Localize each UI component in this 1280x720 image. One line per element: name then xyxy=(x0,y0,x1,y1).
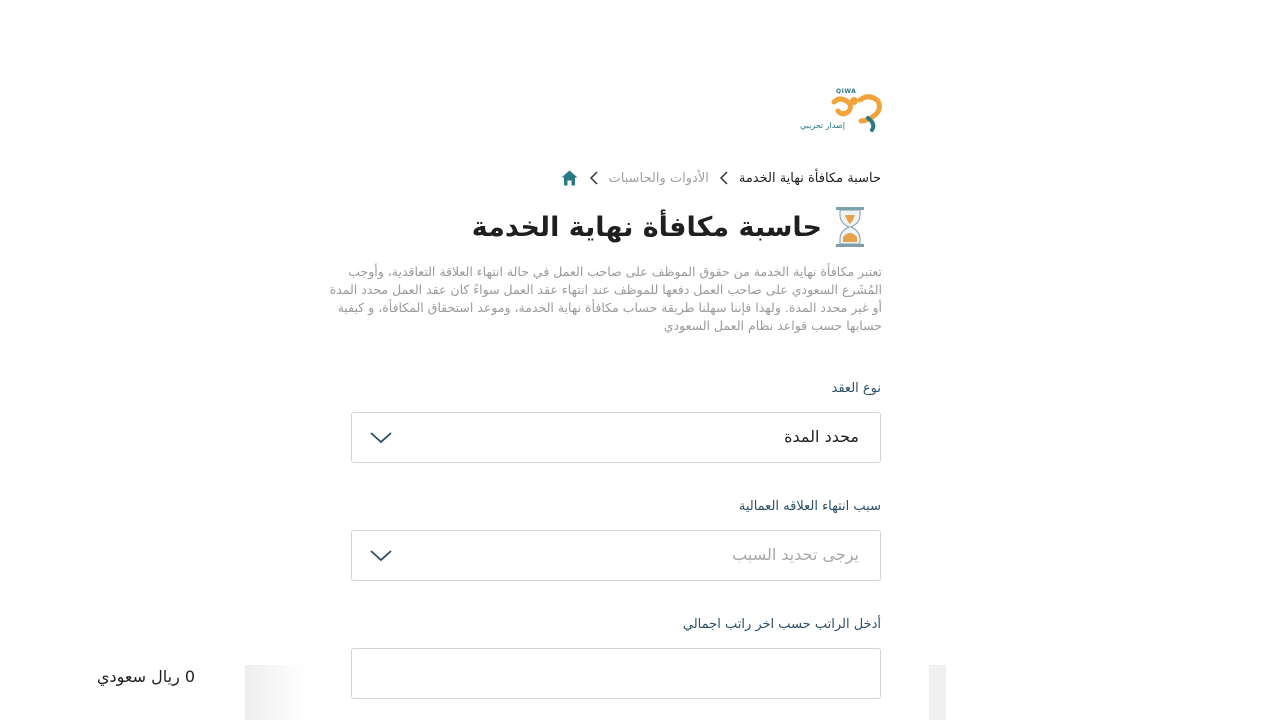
termination-reason-select[interactable] xyxy=(351,530,881,581)
chevron-down-icon xyxy=(370,430,392,444)
breadcrumb-tools-link[interactable]: الأدوات والحاسبات xyxy=(608,170,709,186)
contract-type-value: محدد المدة xyxy=(784,427,859,446)
description: تعتبر مكافأة نهاية الخدمة من حقوق الموظف على صاحب العمل في حالة انتهاء العلاقة التعاقدية، وأوجب المُشَرع السعودي على صاحب العمل دفعها للموظف عند انتهاء عقد العمل سواءً كان عقد العمل محدد المدة أو غير محدد المدة. ولهذا فإننا سهلنا طريقة حساب مكافأة نهاية الخدمة، وموعد استحقاق المكافأة، و كيفية حسابها حسب قواعد نظام العمل السعودي xyxy=(329,264,882,333)
logo-brand: QIWA xyxy=(836,88,857,95)
breadcrumb-current: حاسبة مكافأة نهاية الخدمة xyxy=(738,170,881,186)
termination-reason-placeholder: يرجى تحديد السبب xyxy=(732,545,859,564)
contract-type-select[interactable] xyxy=(351,412,881,463)
title-row xyxy=(472,203,868,251)
chevron-left-icon xyxy=(589,171,599,185)
salary-label: أدخل الراتب حسب اخر راتب اجمالي xyxy=(682,617,881,632)
breadcrumb xyxy=(561,168,881,188)
logo-tag: إصدار تجريبي xyxy=(800,121,845,130)
qiwa-logo[interactable] xyxy=(798,88,882,134)
chevron-left-icon xyxy=(719,171,729,185)
home-icon[interactable] xyxy=(561,169,579,187)
result-amount: 0 ريال سعودي xyxy=(97,667,196,686)
page-title: حاسبة مكافأة نهاية الخدمة xyxy=(471,211,822,243)
salary-input[interactable] xyxy=(351,648,881,699)
chevron-down-icon xyxy=(370,548,392,562)
termination-reason-label: سبب انتهاء العلاقه العمالية xyxy=(738,499,881,514)
hourglass-icon xyxy=(832,205,868,249)
contract-type-label: نوع العقد xyxy=(831,381,881,396)
side-panel-right xyxy=(929,665,946,720)
side-panel-left xyxy=(245,665,305,720)
